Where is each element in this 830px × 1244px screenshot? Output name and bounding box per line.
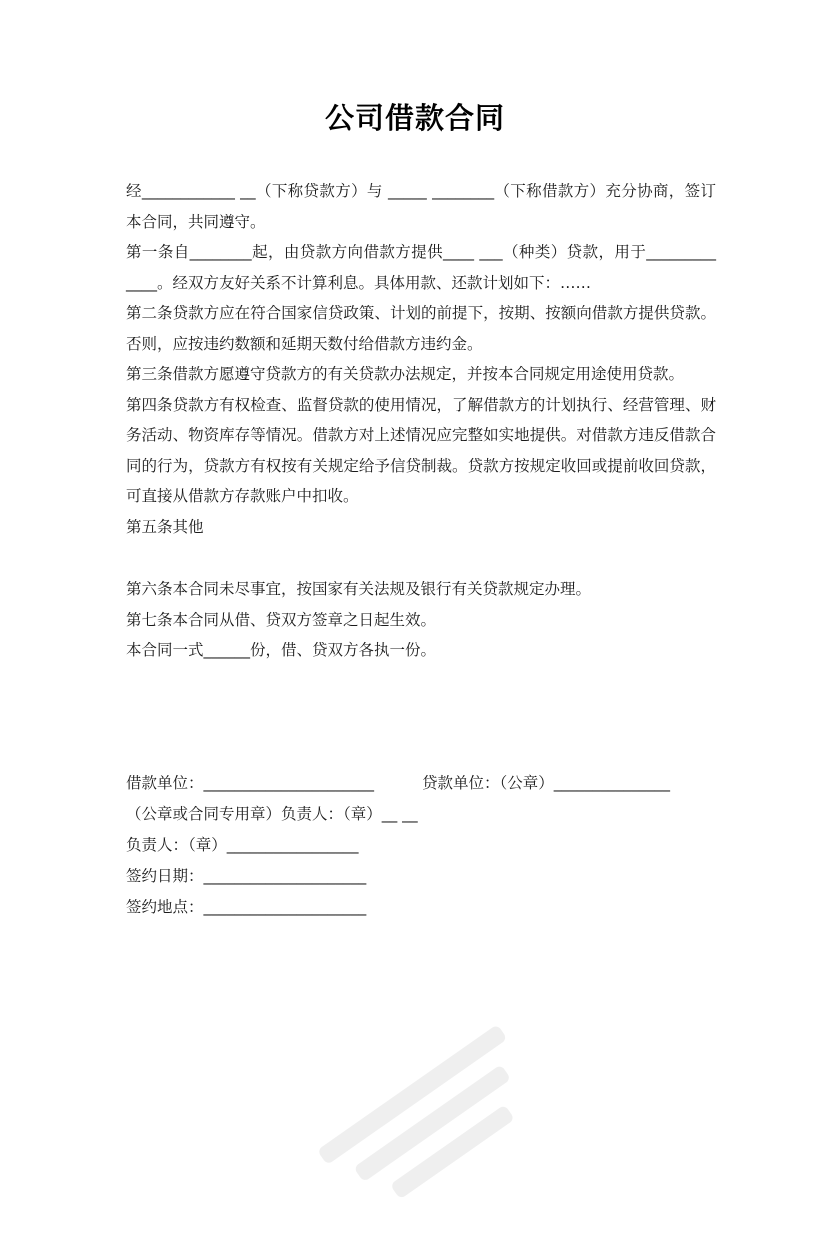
paragraph-article-3: 第三条借款方愿遵守贷款方的有关贷款办法规定，并按本合同规定用途使用贷款。 [126, 365, 685, 383]
paragraph-article-2: 第二条贷款方应在符合国家信贷政策、计划的前提下，按期、按额向借款方提供贷款。否则，应按违约数额和延期天数付给借款方违约金。 [126, 304, 716, 353]
paragraph-article-1: 第一条自________起，由贷款方向借款方提供____ ___（种类）贷款，用于_________ ____。经双方友好关系不计算利息。具体用款、还款计划如下：…… [126, 243, 721, 292]
watermark-logo-icon [289, 996, 571, 1243]
paragraph-article-6: 第六条本合同未尽事宜，按国家有关法规及银行有关贷款规定办理。 [126, 580, 592, 598]
sign-date-line: 签约日期：_____________________ [126, 867, 367, 885]
sign-place-line: 签约地点：_____________________ [126, 898, 367, 916]
paragraph-article-4: 第四条贷款方有权检查、监督贷款的使用情况，了解借款方的计划执行、经营管理、财务活动、物资库存等情况。借款方对上述情况应完整如实地提供。对借款方违反借款合同的行为，贷款方有权按有关规定给予信贷制裁。贷款方按规定收回或提前收回贷款，可直接从借款方存款账户中扣收。 [126, 395, 716, 505]
borrower-unit-line: 借款单位：______________________ [126, 774, 375, 792]
blank-gap [126, 542, 716, 574]
paragraph-article-5: 第五条其他 [126, 517, 204, 536]
signature-block [126, 768, 726, 923]
paragraph-article-7: 第七条本合同从借、贷双方签章之日起生效。 [126, 610, 437, 629]
document-title: 公司借款合同 [324, 101, 505, 135]
responsible-line: 负责人：（章）_________________ [126, 836, 359, 854]
paragraph-intro: 经____________ __（下称贷款方）与 _____ ________（下称借款方）充分协商，签订本合同，共同遵守。 [126, 182, 716, 231]
paragraph-copies: 本合同一式______份，借、贷双方各执一份。 [126, 641, 437, 659]
signature-row-units [126, 768, 726, 799]
lender-unit-line: 贷款单位：（公章）_______________ [422, 774, 671, 792]
seal-line: （公章或合同专用章）负责人：（章）__ __ [126, 805, 418, 823]
contract-body [126, 176, 721, 666]
